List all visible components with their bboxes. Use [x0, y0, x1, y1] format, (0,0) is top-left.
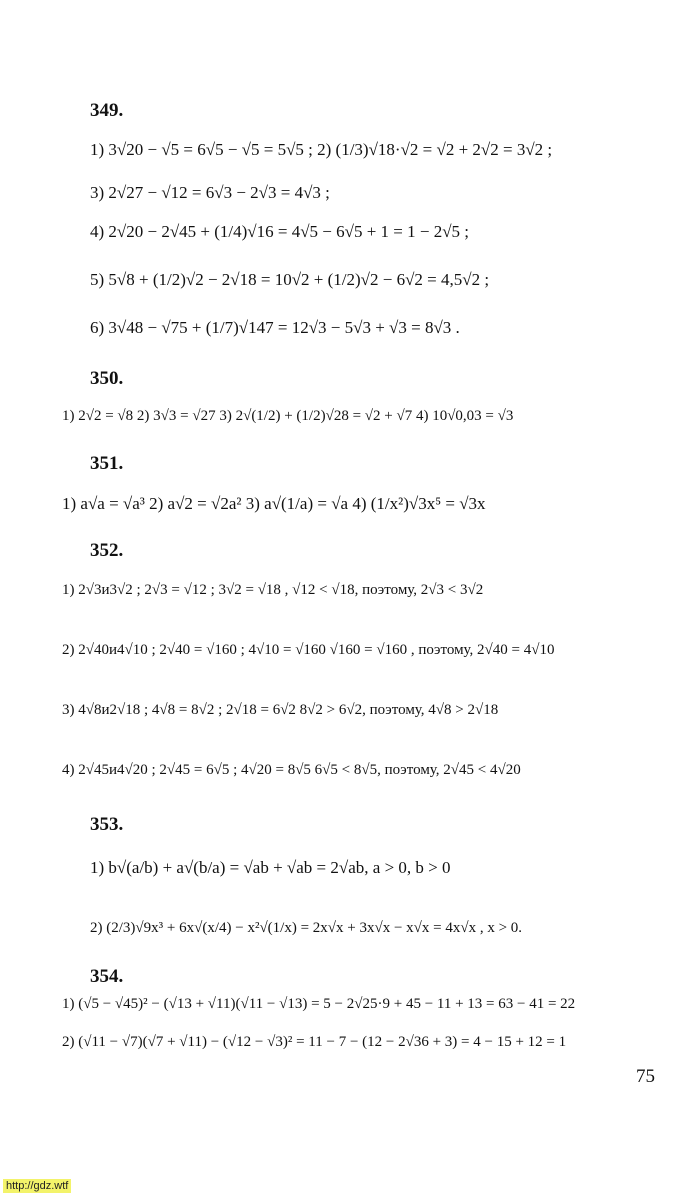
solution-line: 1) b√(a/b) + a√(b/a) = √ab + √ab = 2√ab, a > 0, b > 0: [90, 858, 451, 877]
exercise-number: 352.: [90, 540, 124, 561]
page-number: 75: [636, 1066, 655, 1087]
solution-line: 2) (√11 − √7)(√7 + √11) − (√12 − √3)² = 11 − 7 − (12 − 2√36 + 3) = 4 − 15 + 12 = 1: [62, 1034, 567, 1050]
exercise-number: 350.: [90, 368, 124, 389]
solution-line: 6) 3√48 − √75 + (1/7)√147 = 12√3 − 5√3 + √3 = 8√3 .: [90, 318, 460, 337]
solution-line: 1) 2√2 = √8 2) 3√3 = √27 3) 2√(1/2) + (1/2)√28 = √2 + √7 4) 10√0,03 = √3: [62, 408, 514, 424]
exercise-number: 349.: [90, 100, 124, 121]
exercise-number: 354.: [90, 966, 124, 987]
solution-line: 1) (√5 − √45)² − (√13 + √11)(√11 − √13) = 5 − 2√25·9 + 45 − 11 + 13 = 63 − 41 = 22: [62, 996, 576, 1012]
solution-line: 4) 2√20 − 2√45 + (1/4)√16 = 4√5 − 6√5 + 1 = 1 − 2√5 ;: [90, 222, 470, 241]
solution-line: 1) 2√3и3√2 ; 2√3 = √12 ; 3√2 = √18 , √12 < √18, поэтому, 2√3 < 3√2: [62, 582, 484, 598]
solution-line: 5) 5√8 + (1/2)√2 − 2√18 = 10√2 + (1/2)√2 − 6√2 = 4,5√2 ;: [90, 270, 490, 289]
solution-line: 4) 2√45и4√20 ; 2√45 = 6√5 ; 4√20 = 8√5 6√5 < 8√5, поэтому, 2√45 < 4√20: [62, 762, 521, 778]
solution-line: 3) 4√8и2√18 ; 4√8 = 8√2 ; 2√18 = 6√2 8√2 > 6√2, поэтому, 4√8 > 2√18: [62, 702, 499, 718]
exercise-number: 353.: [90, 814, 124, 835]
solution-line: 2) 2√40и4√10 ; 2√40 = √160 ; 4√10 = √160 √160 = √160 , поэтому, 2√40 = 4√10: [62, 642, 555, 658]
watermark-link[interactable]: http://gdz.wtf: [3, 1179, 71, 1193]
solution-line: 1) a√a = √a³ 2) a√2 = √2a² 3) a√(1/a) = √a 4) (1/x²)√3x⁵ = √3x: [62, 494, 486, 513]
solution-line: 3) 2√27 − √12 = 6√3 − 2√3 = 4√3 ;: [90, 183, 330, 202]
solution-line: 1) 3√20 − √5 = 6√5 − √5 = 5√5 ; 2) (1/3)√18·√2 = √2 + 2√2 = 3√2 ;: [90, 140, 553, 159]
exercise-number: 351.: [90, 453, 124, 474]
solution-line: 2) (2/3)√9x³ + 6x√(x/4) − x²√(1/x) = 2x√x + 3x√x − x√x = 4x√x , x > 0.: [90, 920, 523, 936]
